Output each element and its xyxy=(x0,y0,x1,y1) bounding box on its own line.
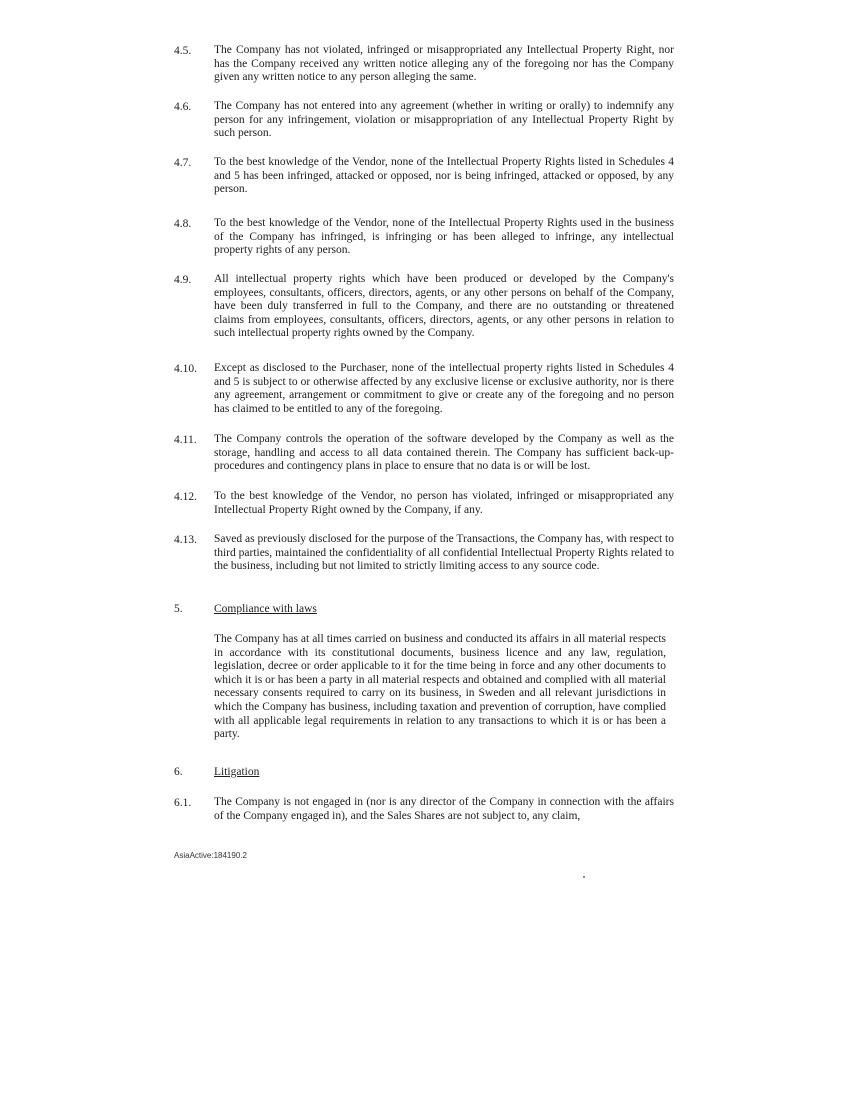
clause-number: 4.10. xyxy=(174,363,197,375)
clause-4-5 xyxy=(174,44,674,85)
clause-text: All intellectual property rights which have been produced or developed by the Company's employees, consultants, officers, directors, agents, or any other persons on behalf of the Company, have been duly transferred in full to the Company, and there are no outstanding or threatened claims from employees, consultants, officers, directors, agents, or any other persons in relation to such intellectual property rights owned by the Company. xyxy=(214,273,674,340)
clause-number: 4.5. xyxy=(174,45,192,57)
clause-number: 4.8. xyxy=(174,218,192,230)
clause-4-8 xyxy=(174,217,674,258)
clause-number: 6.1. xyxy=(174,797,192,809)
section-heading-compliance xyxy=(174,602,317,616)
clause-text: The Company controls the operation of the software developed by the Company as well as the storage, handling and access to all data contained therein. The Company has sufficient back-up-procedures and contingency plans in place to ensure that no data is or will be lost. xyxy=(214,433,674,473)
clause-number: 4.11. xyxy=(174,434,197,446)
clause-text: The Company is not engaged in (nor is any director of the Company in connection with the affairs of the Company engaged in), and the Sales Shares are not subject to, any claim, xyxy=(214,796,674,822)
clause-text: To the best knowledge of the Vendor, none of the Intellectual Property Rights listed in Schedules 4 and 5 has been infringed, attacked or opposed, nor is being infringed, attacked or opposed, by any person. xyxy=(214,156,674,196)
section-heading-litigation xyxy=(174,765,260,779)
clause-text: The Company has not entered into any agreement (whether in writing or orally) to indemnify any person for any infringement, violation or misappropriation of any Intellectual Property Right by such person. xyxy=(214,100,674,140)
section-number: 6. xyxy=(174,766,183,778)
clause-number: 4.6. xyxy=(174,101,192,113)
clause-text: The Company has not violated, infringed or misappropriated any Intellectual Property Right, nor has the Company received any written notice alleging any of the foregoing nor has the Company given any written notice to any person alleging the same. xyxy=(214,44,674,84)
clause-4-6 xyxy=(174,100,674,141)
clause-4-7 xyxy=(174,156,674,197)
clause-text: Except as disclosed to the Purchaser, none of the intellectual property rights listed in Schedules 4 and 5 is subject to or otherwise affected by any exclusive license or exclusive authority, nor is there any agreement, arrangement or commitment to give or create any of the foregoing and no person has claimed to be entitled to any of the foregoing. xyxy=(214,362,674,415)
clause-4-9 xyxy=(174,273,674,341)
section-number: 5. xyxy=(174,603,183,615)
section-title: Litigation xyxy=(214,766,260,778)
clause-4-12 xyxy=(174,490,674,517)
clause-number: 4.7. xyxy=(174,157,192,169)
clause-number: 4.13. xyxy=(174,534,197,546)
compliance-paragraph: The Company has at all times carried on business and conducted its affairs in all material respects in accordance with its constitutional documents, business licence and any law, regulation, legislation, decree or order applicable to it for the time being in force and any other documents to which it is or has been a party in all material respects and obtained and complied with all material necessary consents required to carry on its business, in Sweden and all relevant jurisdictions in which the Company has business, including taxation and prevention of corruption, have complied with all applicable legal requirements in relation to any transactions to which it is or has been a party. xyxy=(214,633,666,741)
clause-4-13 xyxy=(174,533,674,574)
clause-text: To the best knowledge of the Vendor, no person has violated, infringed or misappropriated any Intellectual Property Right owned by the Company, if any. xyxy=(214,490,674,516)
clause-4-11 xyxy=(174,433,674,474)
clause-text: Saved as previously disclosed for the purpose of the Transactions, the Company has, with respect to third parties, maintained the confidentiality of all confidential Intellectual Property Rights related to the business, including but not limited to strictly limiting access to any source code. xyxy=(214,533,674,573)
clause-number: 4.9. xyxy=(174,274,192,286)
clause-4-10 xyxy=(174,362,674,416)
clause-6-1 xyxy=(174,796,674,823)
clause-number: 4.12. xyxy=(174,491,197,503)
section-title: Compliance with laws xyxy=(214,603,317,615)
scan-speck xyxy=(583,876,585,878)
document-reference-footer: AsiaActive:184190.2 xyxy=(174,851,247,860)
clause-text: To the best knowledge of the Vendor, none of the Intellectual Property Rights used in the business of the Company has infringed, is infringing or has been alleged to infringe, any intellectual property rights of any person. xyxy=(214,217,674,257)
